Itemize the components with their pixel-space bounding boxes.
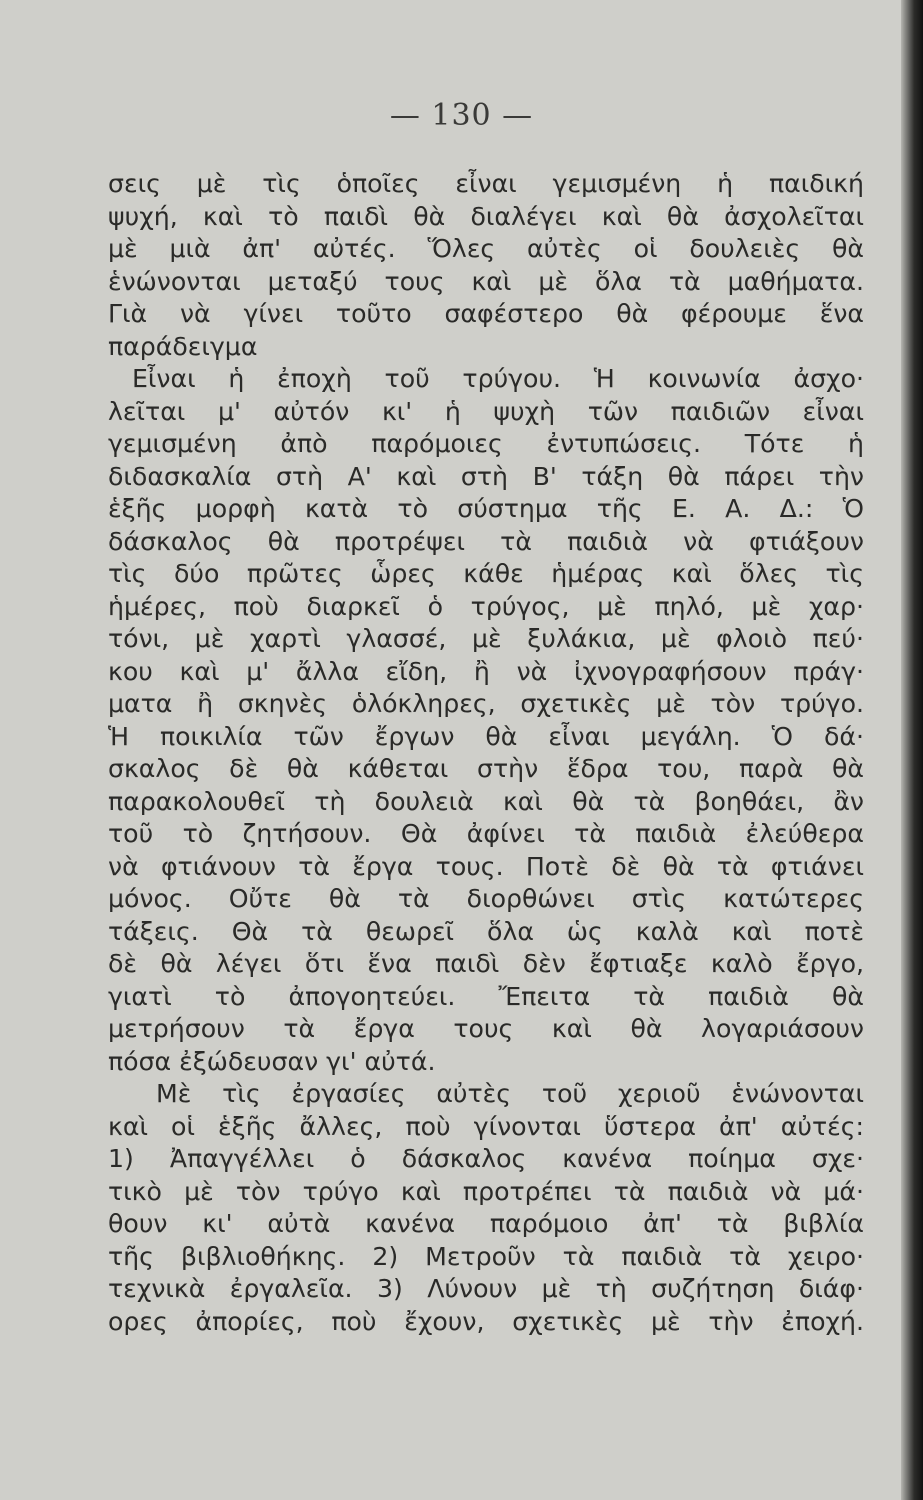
text-line: τόνι, μὲ χαρτὶ γλασσέ, μὲ ξυλάκια, μὲ φλοιὸ πεύ· — [108, 624, 864, 653]
text-line: Εἶναι ἡ ἐποχὴ τοῦ τρύγου. Ἡ κοινωνία ἀσχο· — [132, 364, 864, 393]
text-line: παράδειγμα — [108, 331, 258, 361]
text-line: γεμισμένη ἀπὸ παρόμοιες ἐντυπώσεις. Τότε ἡ — [108, 429, 864, 458]
text-line: δὲ θὰ λέγει ὅτι ἕνα παιδὶ δὲν ἔφτιαξε καλὸ ἔργο, — [108, 949, 864, 978]
text-line: σεις μὲ τὶς ὁποῖες εἶναι γεμισμένη ἡ παιδική — [108, 169, 864, 198]
text-line: πόσα ἐξώδευσαν γι' αὐτά. — [108, 1046, 436, 1076]
text-line: τοῦ τὸ ζητήσουν. Θὰ ἀφίνει τὰ παιδιὰ ἐλεύθερα — [108, 819, 864, 848]
text-line: Γιὰ νὰ γίνει τοῦτο σαφέστερο θὰ φέρουμε ἕνα — [108, 299, 864, 328]
text-line: δάσκαλος θὰ προτρέψει τὰ παιδιὰ νὰ φτιάξουν — [108, 526, 864, 556]
text-line: μὲ μιὰ ἀπ' αὐτές. Ὅλες αὐτὲς οἱ δουλειὲς θὰ — [108, 234, 864, 263]
text-line: ορες ἀπορίες, ποὺ ἔχουν, σχετικὲς μὲ τὴν ἐποχή. — [108, 1306, 864, 1336]
text-line: μόνος. Οὔτε θὰ τὰ διορθώνει στὶς κατώτερες — [108, 884, 864, 913]
text-line: γιατὶ τὸ ἀπογοητεύει. Ἔπειτα τὰ παιδιὰ θὰ — [108, 981, 864, 1011]
text-line: ματα ἢ σκηνὲς ὁλόκληρες, σχετικὲς μὲ τὸν τρύγο. — [108, 689, 864, 718]
text-line: νὰ φτιάνουν τὰ ἔργα τους. Ποτὲ δὲ θὰ τὰ φτιάνει — [108, 851, 864, 881]
text-line: τὶς δύο πρῶτες ὧρες κάθε ἡμέρας καὶ ὅλες τὶς — [108, 559, 864, 588]
text-line: τάξεις. Θὰ τὰ θεωρεῖ ὅλα ὡς καλὰ καὶ ποτὲ — [108, 916, 864, 946]
text-line: Ἡ ποικιλία τῶν ἔργων θὰ εἶναι μεγάλη. Ὁ δά· — [108, 721, 864, 751]
text-line: θουν κι' αὐτὰ κανένα παρόμοιο ἀπ' τὰ βιβλία — [108, 1209, 864, 1238]
text-line: ἡμέρες, ποὺ διαρκεῖ ὁ τρύγος, μὲ πηλό, μὲ χαρ· — [108, 591, 864, 621]
text-line: ἑνώνονται μεταξύ τους καὶ μὲ ὅλα τὰ μαθήματα. — [108, 266, 864, 296]
text-line: τεχνικὰ ἐργαλεῖα. 3) Λύνουν μὲ τὴ συζήτηση διάφ· — [108, 1274, 864, 1303]
text-line: λεῖται μ' αὐτόν κι' ἡ ψυχὴ τῶν παιδιῶν εἶναι — [108, 396, 864, 426]
text-line: Μὲ τὶς ἐργασίες αὐτὲς τοῦ χεριοῦ ἑνώνονται — [156, 1079, 864, 1108]
text-line: ἑξῆς μορφὴ κατὰ τὸ σύστημα τῆς Ε. Α. Δ.: Ὁ — [108, 494, 864, 523]
body-text — [108, 168, 864, 1338]
text-line: διδασκαλία στὴ Α' καὶ στὴ Β' τάξη θὰ πάρει τὴν — [108, 461, 864, 491]
text-line: 1) Ἀπαγγέλλει ὁ δάσκαλος κανένα ποίημα σχε· — [108, 1144, 864, 1173]
text-line: παρακολουθεῖ τὴ δουλειὰ καὶ θὰ τὰ βοηθάει, ἂν — [108, 786, 864, 816]
text-line: καὶ οἱ ἑξῆς ἄλλες, ποὺ γίνονται ὕστερα ἀπ' αὐτές: — [108, 1111, 864, 1141]
text-line: μετρήσουν τὰ ἔργα τους καὶ θὰ λογαριάσουν — [108, 1014, 864, 1043]
text-line: τικὸ μὲ τὸν τρύγο καὶ προτρέπει τὰ παιδιὰ νὰ μά· — [108, 1176, 864, 1206]
page-number: — 130 — — [389, 98, 534, 133]
text-line: κου καὶ μ' ἄλλα εἴδη, ἢ νὰ ἰχνογραφήσουν πράγ· — [108, 656, 864, 686]
text-line: ψυχή, καὶ τὸ παιδὶ θὰ διαλέγει καὶ θὰ ἀσχολεῖται — [108, 201, 864, 231]
text-line: τῆς βιβλιοθήκης. 2) Μετροῦν τὰ παιδιὰ τὰ χειρο· — [108, 1241, 864, 1271]
page-edge-shadow — [901, 0, 923, 1500]
text-line: σκαλος δὲ θὰ κάθεται στὴν ἕδρα του, παρὰ θὰ — [108, 754, 864, 783]
